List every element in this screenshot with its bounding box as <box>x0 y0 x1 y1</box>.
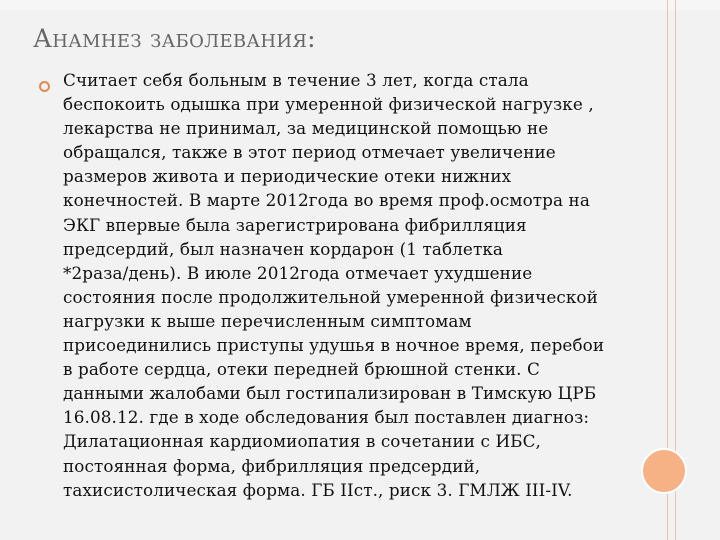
slide-title: Анамнез заболевания: <box>33 24 316 53</box>
slide-body-text: Считает себя больным в течение 3 лет, когда стала беспокоить одышка при умеренной физической нагрузке , лекарства не принимал, за медицинской помощью не обращался, также в этот период отмечает увеличение размеров живота и периодические отеки нижних конечностей. В марте 2012года во время проф.осмотра на ЭКГ впервые была зарегистрирована фибрилляция предсердий, был назначен кордарон (1 таблетка *2раза/день). В июле 2012года отмечает ухудшение состояния после продолжительной умеренной физической нагрузки к выше перечисленным симптомам присоединились приступы удушья в ночное время, перебои в работе сердца, отеки передней брюшной стенки. С данными жалобами был гостипализирован в Тимскую ЦРБ 16.08.12. где в ходе обследования был поставлен диагноз: Дилатационная кардиомиопатия в сочетании с ИБС, постоянная форма, фибрилляция предсердий, тахисистолическая форма. ГБ IIст., риск 3. ГМЛЖ III-IV. <box>63 70 605 500</box>
top-background-band <box>0 0 720 10</box>
bullet-icon <box>38 80 51 93</box>
decorative-orange-circle <box>641 448 687 494</box>
